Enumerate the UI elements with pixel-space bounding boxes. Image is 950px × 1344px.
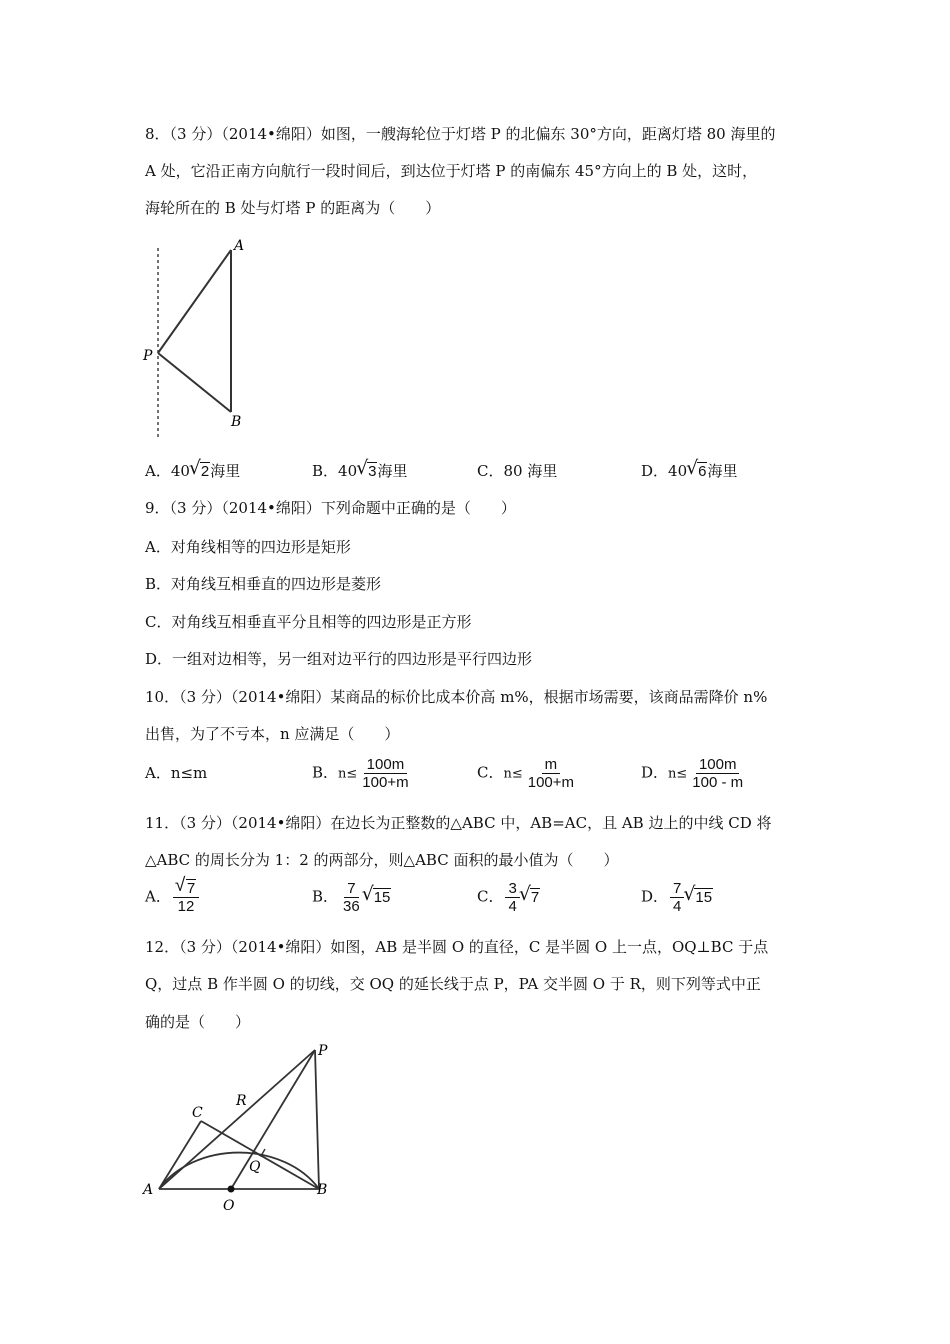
q9-stem: 9．（3 分）（2014•绵阳）下列命题中正确的是（ ） xyxy=(145,499,516,517)
q9-option-c[interactable]: C．对角线互相垂直平分且相等的四边形是正方形 xyxy=(145,613,472,631)
q11-option-c[interactable]: C． $\frac{3}{4}$ √ 7 xyxy=(477,880,540,915)
label-o: O xyxy=(223,1198,235,1214)
label-c: C xyxy=(192,1105,203,1121)
q8-option-c[interactable] xyxy=(477,461,557,481)
fraction: √ $\frac{7}{12}$ xyxy=(173,880,199,915)
fraction: $\frac{3}{4}$ xyxy=(505,880,519,915)
q12-figure xyxy=(135,1040,340,1220)
tangent-bp xyxy=(315,1050,319,1189)
radical: √ 15 xyxy=(685,887,713,908)
chord-ac xyxy=(159,1121,201,1189)
option-prefix: A．40 xyxy=(145,462,190,480)
q11-option-d[interactable]: D． $\frac{7}{4}$ √ 15 xyxy=(641,880,713,915)
q10-option-b[interactable]: B．n≤ $\frac{100m}{100+m}$ xyxy=(312,756,412,791)
q10-option-c[interactable]: C．n≤ $\frac{m}{100+m}$ xyxy=(477,756,577,791)
segment-op xyxy=(231,1050,315,1189)
q9-option-d[interactable]: D．一组对边相等，另一组对边平行的四边形是平行四边形 xyxy=(145,650,533,668)
q8-line-3: 海轮所在的 B 处与灯塔 P 的距离为（ ） xyxy=(145,199,441,217)
label-a: A xyxy=(143,1182,154,1198)
q11-line-1: 11．（3 分）（2014•绵阳）在边长为正整数的△ABC 中，AB=AC，且 AB 边上的中线 CD 将 xyxy=(145,814,772,832)
label-b: B xyxy=(317,1182,328,1198)
q12-line-3: 确的是（ ） xyxy=(145,1013,251,1031)
segment-ap xyxy=(159,1050,315,1189)
q12-line-2: Q，过点 B 作半圆 O 的切线，交 OQ 的延长线于点 P，PA 交半圆 O 于 R，则下列等式中正 xyxy=(145,975,761,993)
radical: √ 6 xyxy=(688,461,707,482)
fraction: $\frac{m}{100+m}$ xyxy=(527,756,575,791)
q8-line-1: 8．（3 分）（2014•绵阳）如图，一艘海轮位于灯塔 P 的北偏东 30°方向，距离灯塔 80 海里的 xyxy=(145,125,776,143)
semicircle-arc xyxy=(159,1153,319,1189)
q11-option-a[interactable]: A． √ $\frac{7}{12}$ xyxy=(145,880,199,915)
q10-option-a[interactable]: A．n≤m xyxy=(145,764,208,782)
option-unit: 海里 xyxy=(377,462,408,480)
center-o-dot xyxy=(228,1186,235,1193)
fraction: $\frac{100m}{100+m}$ xyxy=(362,756,409,791)
radical: √ 7 xyxy=(521,887,540,908)
option-unit: 海里 xyxy=(707,462,738,480)
radical: √ 3 xyxy=(358,461,377,482)
q8-option-d[interactable] xyxy=(641,461,737,482)
q10-line-2: 出售，为了不亏本，n 应满足（ ） xyxy=(145,725,400,743)
label-p: P xyxy=(318,1043,328,1059)
fraction: $\frac{100m}{100 - m}$ xyxy=(692,756,744,791)
q11-option-b[interactable]: B． $\frac{7}{36}$ √ 15 xyxy=(312,880,391,915)
fraction: $\frac{7}{4}$ xyxy=(670,880,684,915)
q8-option-a[interactable] xyxy=(145,461,240,482)
option-prefix: B．40 xyxy=(312,462,358,480)
label-q: Q xyxy=(249,1159,261,1175)
q8-option-b[interactable] xyxy=(312,461,407,482)
q9-option-b[interactable]: B．对角线互相垂直的四边形是菱形 xyxy=(145,575,382,593)
option-unit: 海里 xyxy=(210,462,241,480)
option-text: C．80 海里 xyxy=(477,462,558,480)
segment-pb xyxy=(158,353,231,412)
q12-line-1: 12．（3 分）（2014•绵阳）如图，AB 是半圆 O 的直径，C 是半圆 O 上一点，OQ⊥BC 于点 xyxy=(145,938,769,956)
label-b: B xyxy=(231,414,242,430)
q10-option-d[interactable]: D．n≤ $\frac{100m}{100 - m}$ xyxy=(641,756,746,791)
fraction: $\frac{7}{36}$ xyxy=(343,880,360,915)
radical: √ 15 xyxy=(364,887,392,908)
segment-pa xyxy=(158,250,231,353)
label-a: A xyxy=(234,238,245,254)
option-prefix: D．40 xyxy=(641,462,688,480)
radical: √ 2 xyxy=(191,461,210,482)
q9-option-a[interactable]: A．对角线相等的四边形是矩形 xyxy=(145,538,351,556)
label-p: P xyxy=(143,348,153,364)
q8-figure xyxy=(135,230,255,445)
q8-line-2: A 处，它沿正南方向航行一段时间后，到达位于灯塔 P 的南偏东 45°方向上的 B 处，这时， xyxy=(145,162,758,180)
q11-line-2: △ABC 的周长分为 1：2 的两部分，则△ABC 面积的最小值为（ ） xyxy=(145,851,619,869)
q10-line-1: 10．（3 分）（2014•绵阳）某商品的标价比成本价高 m%，根据市场需要，该商品需降价 n% xyxy=(145,688,768,706)
label-r: R xyxy=(236,1093,247,1109)
